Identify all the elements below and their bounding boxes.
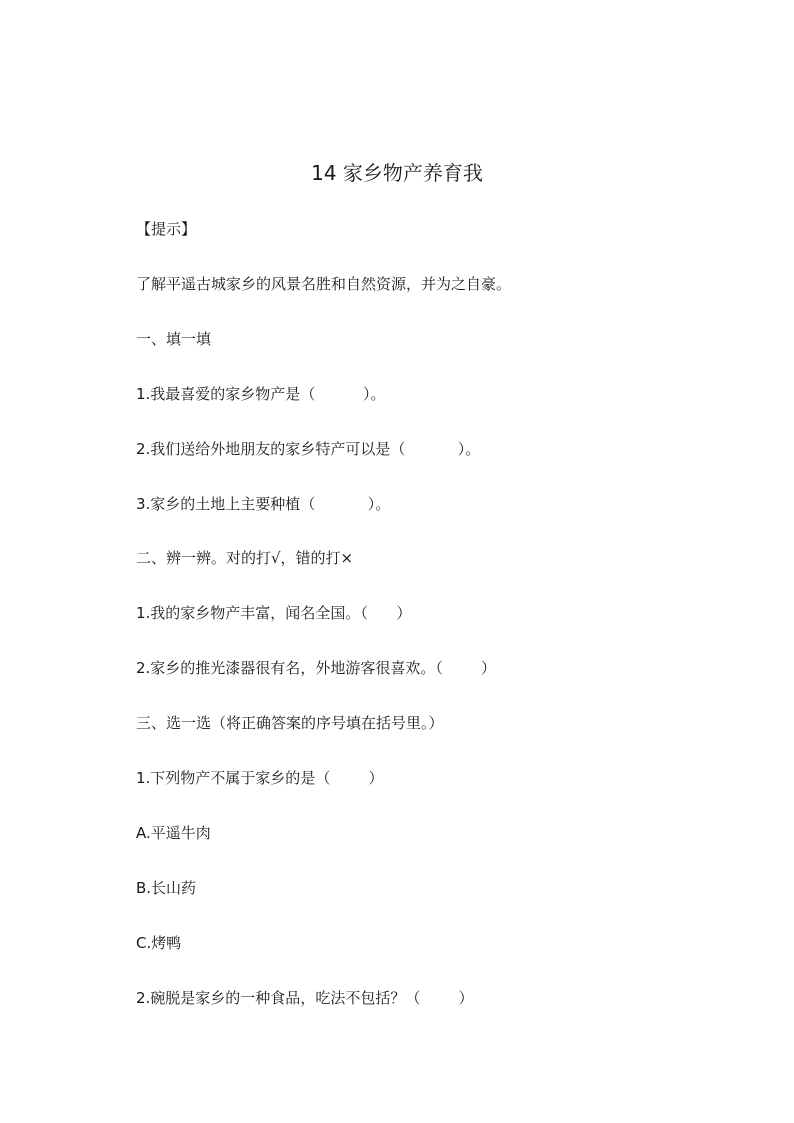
choice-option-b: B.长山药 — [136, 879, 197, 897]
choice-option-a: A.平遥牛肉 — [136, 824, 211, 842]
choice-question-1: 1.下列物产不属于家乡的是（ ） — [136, 769, 384, 787]
fill-question-3: 3.家乡的土地上主要种植（ ）。 — [136, 495, 391, 513]
choice-question-2: 2.碗脱是家乡的一种食品，吃法不包括？（ ） — [136, 989, 474, 1007]
tip-text: 了解平遥古城家乡的风景名胜和自然资源，并为之自豪。 — [136, 275, 512, 293]
section2-heading: 二、辨一辨。对的打√，错的打× — [136, 549, 354, 567]
judge-question-1: 1.我的家乡物产丰富，闻名全国。（ ） — [136, 604, 412, 622]
section3-heading: 三、选一选（将正确答案的序号填在括号里。） — [136, 714, 444, 732]
document-title: 14 家乡物产养育我 — [311, 161, 483, 185]
fill-question-2: 2.我们送给外地朋友的家乡特产可以是（ ）。 — [136, 440, 481, 458]
tip-heading: 【提示】 — [136, 220, 197, 238]
choice-option-c: C.烤鸭 — [136, 934, 182, 952]
fill-question-1: 1.我最喜爱的家乡物产是（ ）。 — [136, 385, 386, 403]
judge-question-2: 2.家乡的推光漆器很有名，外地游客很喜欢。（ ） — [136, 659, 496, 677]
section1-heading: 一、填一填 — [136, 330, 212, 348]
